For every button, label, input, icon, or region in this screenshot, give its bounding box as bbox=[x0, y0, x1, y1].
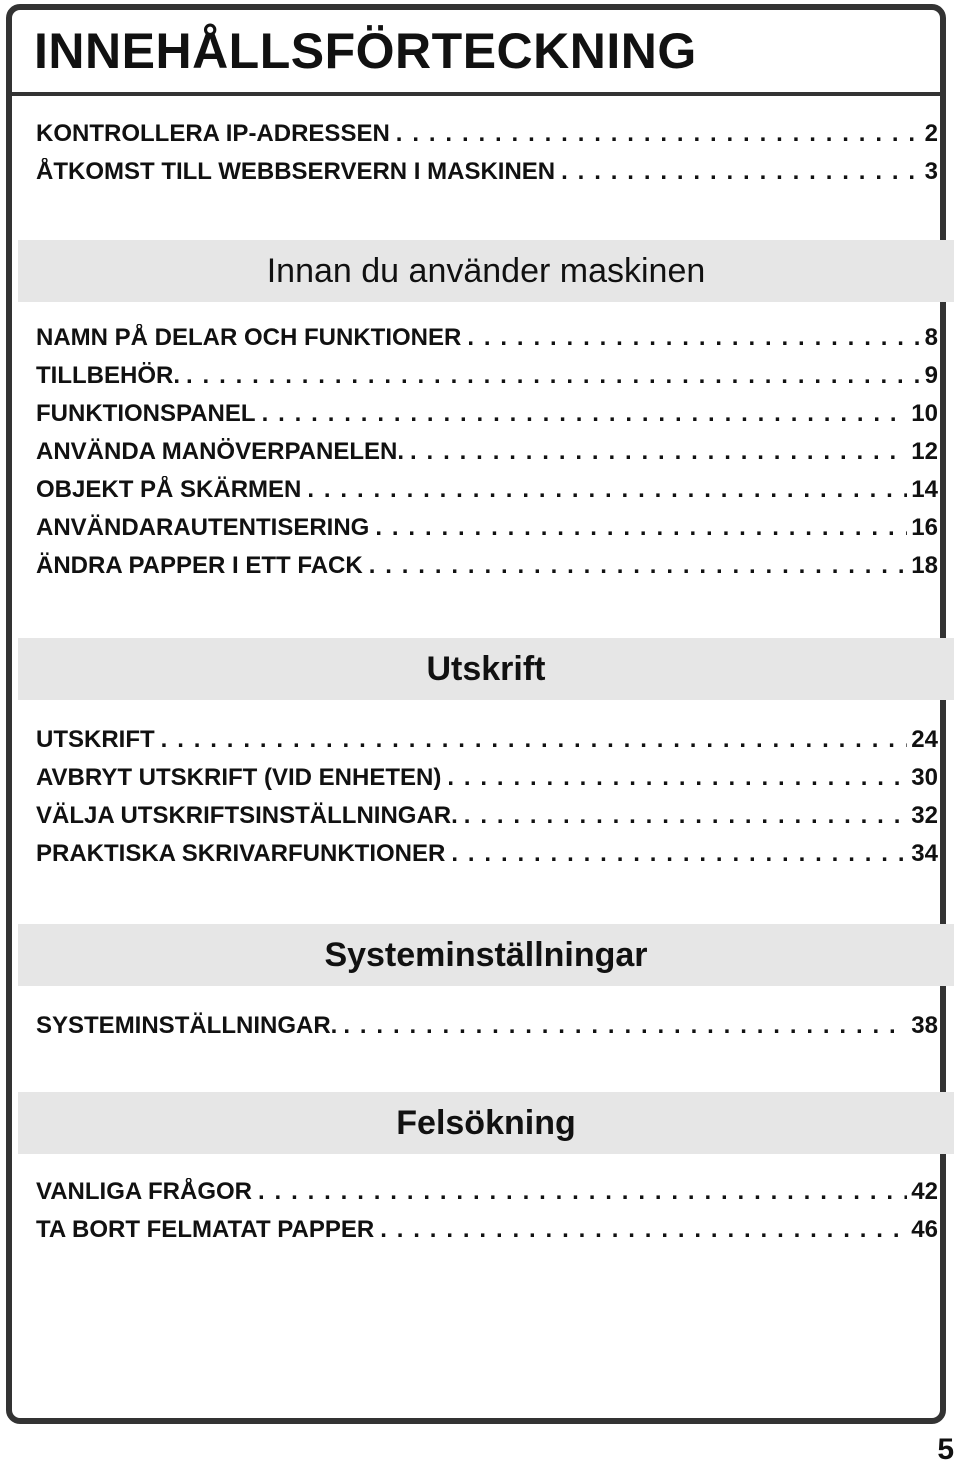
dot-leader bbox=[262, 400, 908, 428]
section-heading: Felsökning bbox=[18, 1092, 954, 1154]
toc-entry[interactable] bbox=[36, 120, 938, 150]
dot-leader bbox=[410, 438, 907, 466]
dot-leader bbox=[464, 802, 908, 830]
toc-entry-page: 14 bbox=[911, 476, 938, 503]
section-heading: Innan du använder maskinen bbox=[18, 240, 954, 302]
page-number: 5 bbox=[937, 1433, 954, 1466]
dot-leader bbox=[258, 1178, 907, 1206]
title-bar bbox=[12, 10, 940, 96]
toc-entry-page: 46 bbox=[911, 1216, 938, 1243]
dot-leader bbox=[380, 1216, 907, 1244]
dot-leader bbox=[451, 840, 907, 868]
toc-entry-page: 3 bbox=[924, 158, 938, 185]
toc-entry[interactable] bbox=[36, 1012, 938, 1042]
toc-entry-label: UTSKRIFT bbox=[36, 726, 155, 753]
toc-entry-page: 42 bbox=[911, 1178, 938, 1205]
toc-entry[interactable] bbox=[36, 1216, 938, 1246]
toc-entry-label: TA BORT FELMATAT PAPPER bbox=[36, 1216, 375, 1243]
dot-leader bbox=[307, 476, 907, 504]
toc-entry-page: 34 bbox=[911, 840, 938, 867]
toc-entry[interactable] bbox=[36, 802, 938, 832]
dot-leader bbox=[447, 764, 907, 792]
toc-entry-label: ÅTKOMST TILL WEBBSERVERN I MASKINEN bbox=[36, 158, 556, 185]
toc-entry-page: 10 bbox=[911, 400, 938, 427]
dot-leader bbox=[467, 324, 920, 352]
section-heading: Utskrift bbox=[18, 638, 954, 700]
toc-entry[interactable] bbox=[36, 514, 938, 544]
toc-entry-label: FUNKTIONSPANEL bbox=[36, 400, 256, 427]
toc-entry[interactable] bbox=[36, 552, 938, 582]
toc-entry[interactable] bbox=[36, 476, 938, 506]
dot-leader bbox=[396, 120, 921, 148]
toc-entry-label: KONTROLLERA IP-ADRESSEN bbox=[36, 120, 390, 147]
dot-leader bbox=[375, 514, 907, 542]
toc-entry-page: 24 bbox=[911, 726, 938, 753]
toc-entry-page: 16 bbox=[911, 514, 938, 541]
dot-leader bbox=[186, 362, 921, 390]
toc-entry-label: VANLIGA FRÅGOR bbox=[36, 1178, 252, 1205]
toc-entry[interactable] bbox=[36, 324, 938, 354]
toc-entry-label: VÄLJA UTSKRIFTSINSTÄLLNINGAR. bbox=[36, 802, 458, 829]
toc-entry-page: 12 bbox=[911, 438, 938, 465]
toc-entry-page: 9 bbox=[924, 362, 938, 389]
dot-leader bbox=[161, 726, 908, 754]
toc-entry-label: SYSTEMINSTÄLLNINGAR. bbox=[36, 1012, 338, 1039]
toc-entry-page: 2 bbox=[924, 120, 938, 147]
section-heading: Systeminställningar bbox=[18, 924, 954, 986]
toc-entry-label: TILLBEHÖR. bbox=[36, 362, 180, 389]
toc-entry-label: ÄNDRA PAPPER I ETT FACK bbox=[36, 552, 363, 579]
toc-entry-page: 8 bbox=[924, 324, 938, 351]
toc-entry-label: PRAKTISKA SKRIVARFUNKTIONER bbox=[36, 840, 446, 867]
toc-entry[interactable] bbox=[36, 158, 938, 188]
toc-entry[interactable] bbox=[36, 840, 938, 870]
toc-entry-page: 18 bbox=[911, 552, 938, 579]
toc-entry[interactable] bbox=[36, 400, 938, 430]
toc-entry-label: OBJEKT PÅ SKÄRMEN bbox=[36, 476, 302, 503]
toc-entry-label: ANVÄNDARAUTENTISERING bbox=[36, 514, 370, 541]
dot-leader bbox=[343, 1012, 907, 1040]
toc-entry[interactable] bbox=[36, 764, 938, 794]
toc-entry[interactable] bbox=[36, 362, 938, 392]
toc-entry[interactable] bbox=[36, 726, 938, 756]
page-title: INNEHÅLLSFÖRTECKNING bbox=[34, 23, 697, 79]
toc-entry-page: 30 bbox=[911, 764, 938, 791]
dot-leader bbox=[561, 158, 921, 186]
toc-entry-label: NAMN PÅ DELAR OCH FUNKTIONER bbox=[36, 324, 462, 351]
toc-entry-label: ANVÄNDA MANÖVERPANELEN. bbox=[36, 438, 405, 465]
toc-frame bbox=[6, 4, 946, 1424]
toc-entry-label: AVBRYT UTSKRIFT (VID ENHETEN) bbox=[36, 764, 442, 791]
toc-entry-page: 38 bbox=[911, 1012, 938, 1039]
toc-entry[interactable] bbox=[36, 438, 938, 468]
dot-leader bbox=[369, 552, 908, 580]
toc-entry[interactable] bbox=[36, 1178, 938, 1208]
toc-entry-page: 32 bbox=[911, 802, 938, 829]
